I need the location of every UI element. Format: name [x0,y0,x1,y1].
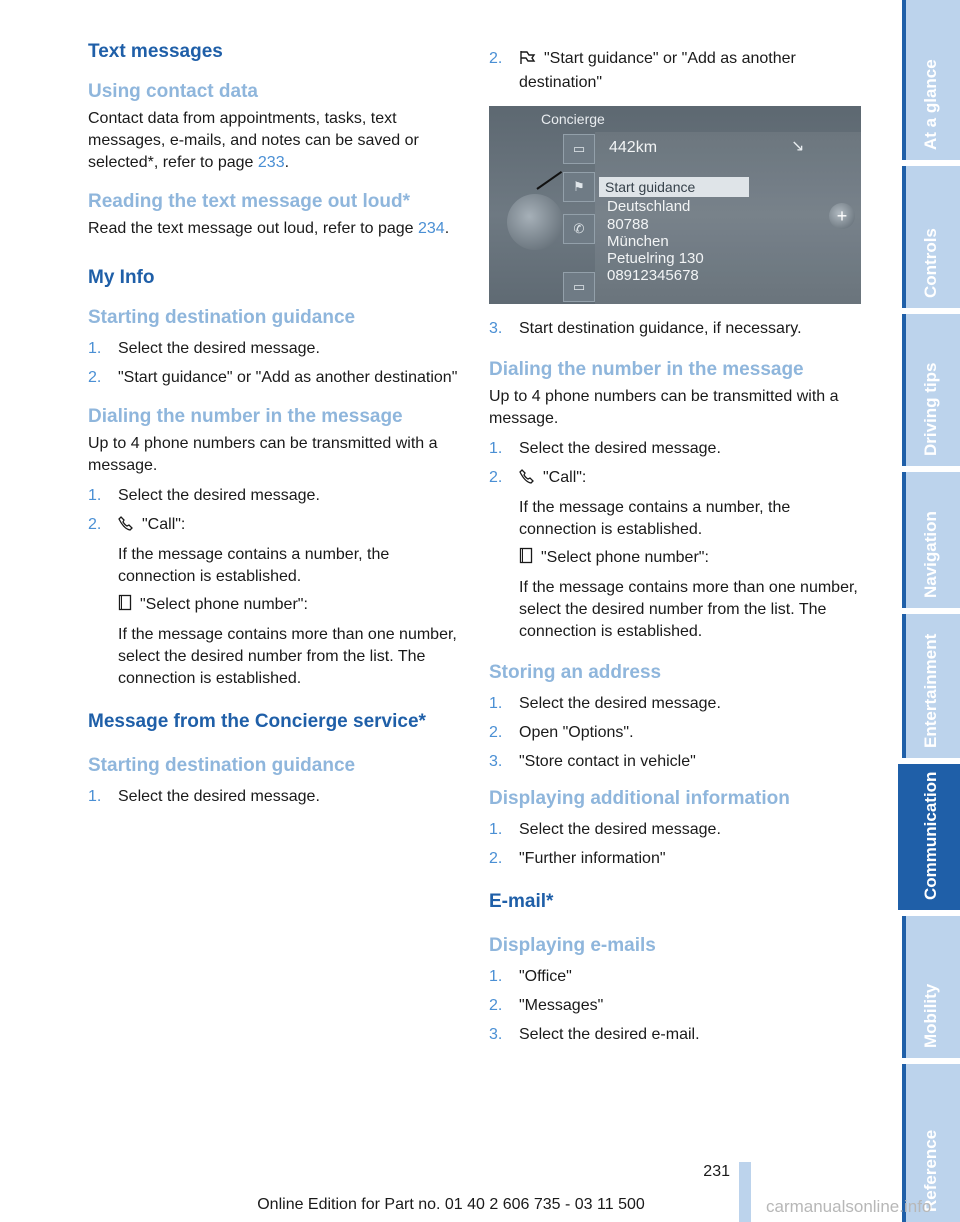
phone-icon [118,515,134,538]
dial-select-number-description: If the message contains more than one number, select the desired number from the list. The connection is established. [118,626,457,687]
concierge-steps-continued [489,48,864,94]
list-item: 1. "Office" [489,968,572,985]
list-item: 3. Select the desired e-mail. [489,1026,700,1043]
direction-arrow-icon: ↘ [791,138,805,155]
dial-select-number-description: If the message contains more than one number, select the desired number from the list. The connection is established. [519,579,858,640]
heading-using-contact-data: Using contact data [88,81,258,102]
list-item: 1. Select the desired message. [489,821,721,838]
screenshot-line: Petuelring 130 [607,250,704,267]
additional-steps [489,819,864,870]
paragraph-dialing: Up to 4 phone numbers can be transmitted with a message. [88,435,438,474]
watermark: carmanualsonline.info [766,1197,932,1216]
tab-communication[interactable]: Communication [902,764,960,910]
list-item: 3. "Store contact in vehicle" [489,753,696,770]
paragraph-read-aloud: Read the text message out loud, refer to page 234. [88,220,450,237]
heading-text-messages: Text messages [88,41,223,62]
page-link-234[interactable]: 234 [417,220,445,237]
heading-dialing-number-2: Dialing the number in the message [489,359,804,380]
phone-book-icon [118,594,132,618]
book-icon: ▭ [563,134,595,164]
heading-dialing-number: Dialing the number in the message [88,406,403,427]
destination-flag-icon: ⚑ [563,172,595,202]
paragraph-contact-data: Contact data from appointments, tasks, text messages, e-mails, and notes can be saved or selected*, refer to page 233. [88,110,419,171]
screenshot-line: 08912345678 [607,267,699,284]
list-item: 2. "Call": If the message contains a number, the connection is established. "Select phone number": If the message contains more than one number, select the desired number from the list. The connection is established. [88,514,463,690]
paragraph-dialing-2: Up to 4 phone numbers can be transmitted with a message. [489,388,839,427]
concierge-screenshot [489,106,861,304]
phone-icon: ✆ [563,214,595,244]
tab-reference[interactable]: Reference [902,1064,960,1222]
heading-reading-aloud: Reading the text message out loud* [88,191,410,212]
list-item: 2. "Start guidance" or "Add as another destination" [489,50,796,91]
start-guidance-steps [88,338,463,389]
screenshot-distance: 442km [609,139,658,156]
phone-icon [519,468,535,491]
screenshot-line: Deutschland [607,198,691,215]
phone-book-icon [519,547,533,571]
heading-my-info: My Info [88,267,155,288]
list-item: 2. "Further information" [489,850,666,867]
page-number: 231 [703,1163,730,1180]
list-item: 3. Start destination guidance, if necessary. [489,320,802,337]
heading-storing-address: Storing an address [489,662,662,683]
list-item: 1. Select the desired message. [88,340,320,357]
dial-select-number: "Select phone number": [118,594,463,618]
destination-flag-icon [519,49,536,72]
zoom-plus-icon: + [829,203,855,229]
heading-starting-destination-guidance: Starting destination guidance [88,307,356,328]
screenshot-line: München [607,233,669,250]
tab-navigation[interactable]: Navigation [902,472,960,608]
list-item: 2. "Messages" [489,997,604,1014]
heading-concierge-message: Message from the Concierge service* [88,711,426,732]
dialing-steps [88,485,463,690]
right-column [489,48,864,1053]
concierge-steps-final [489,318,864,340]
screenshot-selected-item: Start guidance [599,177,749,197]
list-item: 2. "Start guidance" or "Add as another destination" [88,369,458,386]
heading-additional-information: Displaying additional information [489,788,790,809]
dialing-steps-2 [489,438,864,643]
list-item: 1. Select the desired message. [489,440,721,457]
tab-entertainment[interactable]: Entertainment [902,614,960,758]
list-item: 2. "Call": If the message contains a number, the connection is established. "Select phone number": If the message contains more than one number, select the desired number from the list. The connection is established. [489,467,864,643]
dial-select-number: "Select phone number": [519,547,864,571]
email-steps [489,966,864,1046]
book-icon: ▭ [563,272,595,302]
screenshot-title: Concierge [541,111,605,127]
page-link-233[interactable]: 233 [257,154,285,171]
section-tabs [902,0,960,1222]
tab-driving-tips[interactable]: Driving tips [902,314,960,466]
dial-call-description: If the message contains a number, the connection is established. [519,499,791,538]
pointer-line [536,171,562,190]
tab-controls[interactable]: Controls [902,166,960,308]
screenshot-line: 80788 [607,216,649,233]
heading-email: E-mail* [489,891,554,912]
tab-mobility[interactable]: Mobility [902,916,960,1058]
list-item: 2. Open "Options". [489,724,634,741]
tab-at-a-glance[interactable]: At a glance [902,0,960,160]
list-item: 1. Select the desired message. [489,695,721,712]
list-item: 1. Select the desired message. [88,788,320,805]
list-item: 1. Select the desired message. [88,487,320,504]
controller-knob-icon [507,194,563,250]
heading-displaying-emails: Displaying e-mails [489,935,656,956]
dial-call-description: If the message contains a number, the connection is established. [118,546,390,585]
left-column [88,40,463,815]
footer-text: Online Edition for Part no. 01 40 2 606 735 - 03 11 500 [257,1196,645,1213]
store-steps [489,693,864,773]
heading-starting-destination-guidance-2: Starting destination guidance [88,755,356,776]
concierge-steps [88,786,463,808]
